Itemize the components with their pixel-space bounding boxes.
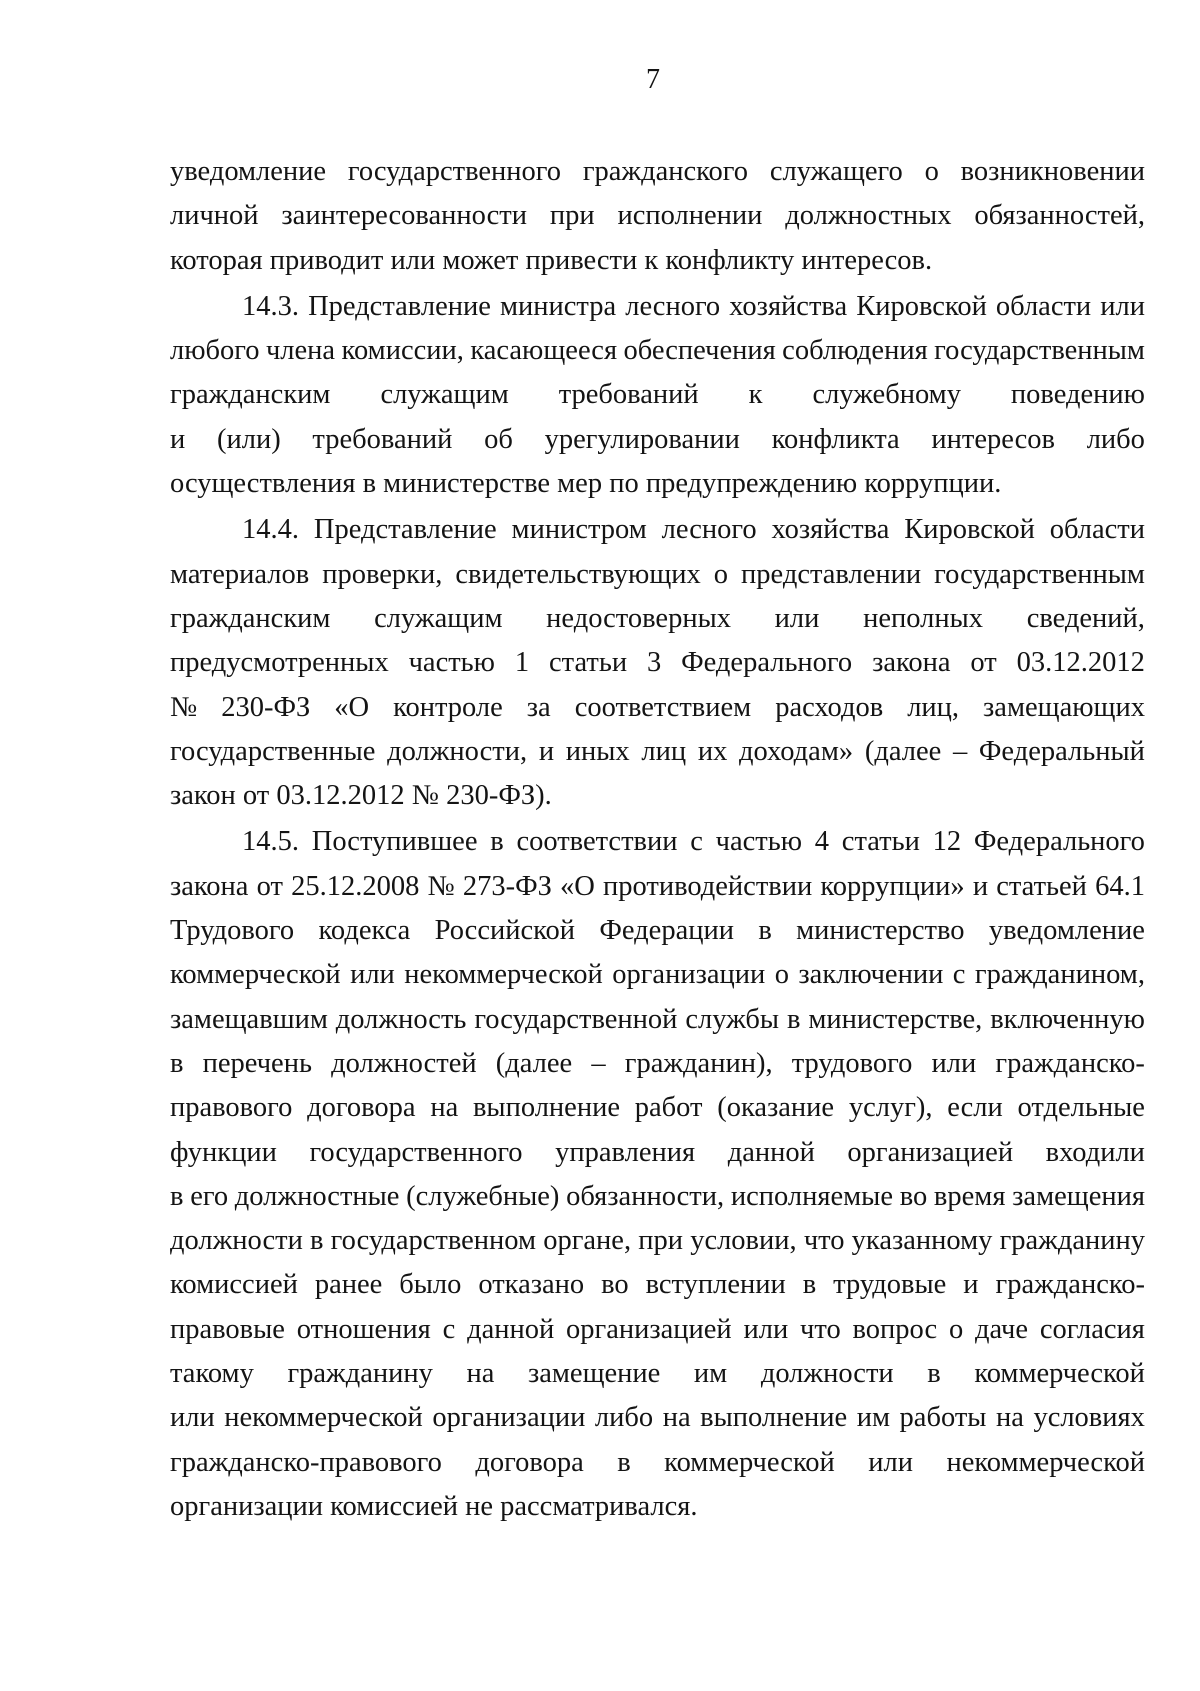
word: службы bbox=[685, 1003, 780, 1035]
word: хозяйства bbox=[729, 290, 848, 322]
text-line bbox=[170, 1396, 1145, 1440]
text-line bbox=[170, 373, 1145, 417]
word: об bbox=[484, 423, 513, 455]
word: государственным bbox=[934, 335, 1145, 367]
word: такому bbox=[170, 1358, 254, 1390]
word: в bbox=[786, 1003, 801, 1035]
word: предусмотренных bbox=[170, 647, 389, 679]
word: проверки, bbox=[322, 558, 443, 590]
word: им bbox=[856, 1402, 890, 1434]
word: соблюдения bbox=[782, 335, 928, 367]
word: служащим bbox=[380, 379, 509, 411]
word: даче bbox=[975, 1313, 1029, 1345]
word: (далее bbox=[864, 735, 942, 767]
text-line bbox=[170, 508, 1145, 552]
word: комиссией bbox=[170, 1269, 298, 1301]
word: комиссии, bbox=[341, 335, 464, 367]
word: с bbox=[952, 959, 966, 991]
word: на bbox=[430, 1092, 459, 1124]
word: правового bbox=[170, 1092, 293, 1124]
word: лиц, bbox=[907, 691, 960, 723]
text-line bbox=[170, 1131, 1145, 1175]
word: при bbox=[638, 1225, 684, 1257]
word: о bbox=[774, 959, 789, 991]
word: ранее bbox=[314, 1269, 383, 1301]
word: в bbox=[170, 1180, 184, 1212]
text-line bbox=[170, 686, 1145, 730]
word: свидетельствующих bbox=[455, 558, 701, 590]
word: государственной bbox=[474, 1003, 678, 1035]
word: должностей bbox=[331, 1047, 477, 1079]
word: соответствием bbox=[574, 691, 752, 723]
paragraph-p-14-5 bbox=[170, 820, 1145, 1529]
word: во bbox=[601, 1269, 629, 1301]
word: 4 bbox=[814, 826, 830, 858]
word: кодекса bbox=[318, 915, 411, 947]
word: исполнении bbox=[617, 200, 763, 232]
word: от bbox=[256, 870, 283, 902]
text-line bbox=[170, 553, 1145, 597]
word: частью bbox=[408, 647, 495, 679]
word: замещающих bbox=[983, 691, 1145, 723]
word: и bbox=[170, 423, 186, 455]
word: гражданским bbox=[170, 602, 331, 634]
word: и bbox=[963, 1269, 979, 1301]
word: гражданско- bbox=[995, 1269, 1145, 1301]
word: замещавшим bbox=[170, 1003, 328, 1035]
word: представлении bbox=[741, 558, 922, 590]
word: включенную bbox=[990, 1003, 1145, 1035]
word: хозяйства bbox=[771, 514, 890, 546]
text-line bbox=[170, 462, 1145, 506]
word: организации комиссией не рассматривался. bbox=[170, 1490, 698, 1522]
word: или bbox=[170, 1402, 215, 1434]
word: гражданско- bbox=[995, 1047, 1145, 1079]
text-line bbox=[170, 1485, 1145, 1529]
word: области bbox=[1049, 514, 1145, 546]
word: или bbox=[868, 1446, 913, 1478]
word: выполнение bbox=[472, 1092, 620, 1124]
word: некоммерческой bbox=[224, 1402, 423, 1434]
word: замещения bbox=[1012, 1180, 1145, 1212]
word: их bbox=[697, 735, 728, 767]
word: управления bbox=[555, 1136, 696, 1168]
word: должность bbox=[335, 1003, 467, 1035]
word: вопрос bbox=[852, 1313, 938, 1345]
word: в bbox=[310, 1225, 324, 1257]
word: Кировской bbox=[856, 290, 987, 322]
word: работ bbox=[634, 1092, 703, 1124]
word: которая приводит или может привести к конфликту интересов. bbox=[170, 244, 933, 276]
word: гражданско-правового bbox=[170, 1446, 442, 1478]
text-line bbox=[170, 1308, 1145, 1352]
word: коммерческой bbox=[974, 1358, 1145, 1390]
word: в bbox=[802, 1269, 817, 1301]
paragraph-p-14-4 bbox=[170, 508, 1145, 818]
word: либо bbox=[594, 1402, 654, 1434]
word: «О bbox=[334, 691, 370, 723]
word: о bbox=[713, 558, 729, 590]
word: поведению bbox=[1010, 379, 1145, 411]
text-line bbox=[170, 1219, 1145, 1263]
word: (оказание bbox=[717, 1092, 835, 1124]
word: им bbox=[693, 1358, 728, 1390]
word: Представление bbox=[308, 290, 491, 322]
word: что bbox=[803, 1225, 845, 1257]
word: условии, bbox=[690, 1225, 797, 1257]
word: в bbox=[617, 1446, 631, 1478]
word: обеспечения bbox=[623, 335, 776, 367]
word: Федерального bbox=[973, 826, 1145, 858]
word: некоммерческой bbox=[404, 959, 603, 991]
word: 14.5. bbox=[242, 826, 299, 858]
word: урегулировании bbox=[544, 423, 740, 455]
word: гражданину bbox=[999, 1225, 1145, 1257]
word: в bbox=[758, 915, 772, 947]
word: трудового bbox=[791, 1047, 913, 1079]
word: договора bbox=[307, 1092, 416, 1124]
word: гражданину bbox=[287, 1358, 433, 1390]
word: иных bbox=[565, 735, 630, 767]
word: организации bbox=[612, 959, 766, 991]
word: статьи bbox=[549, 647, 628, 679]
word: или bbox=[1100, 290, 1145, 322]
word: 230-ФЗ bbox=[221, 691, 311, 723]
word: заключении bbox=[798, 959, 944, 991]
text-line bbox=[170, 1263, 1145, 1307]
word: условиях bbox=[1033, 1402, 1145, 1434]
word: функции bbox=[170, 1136, 277, 1168]
word: трудовые bbox=[833, 1269, 947, 1301]
word: о bbox=[948, 1313, 964, 1345]
word: если bbox=[947, 1092, 1003, 1124]
word: закона bbox=[872, 647, 951, 679]
word: требований bbox=[312, 423, 453, 455]
word: конфликта bbox=[771, 423, 900, 455]
word: закон от 03.12.2012 № 230-ФЗ). bbox=[170, 780, 552, 812]
text-line bbox=[170, 597, 1145, 641]
word: Федеральный bbox=[978, 735, 1145, 767]
text-line bbox=[170, 865, 1145, 909]
word: указанному bbox=[851, 1225, 993, 1257]
word: заинтересованности bbox=[281, 200, 527, 232]
word: 273-ФЗ bbox=[462, 870, 552, 902]
word: статьи bbox=[841, 826, 920, 858]
word: исполняемые bbox=[730, 1180, 893, 1212]
word: 03.12.2012 bbox=[1016, 647, 1145, 679]
word: № bbox=[170, 691, 198, 723]
word: материалов bbox=[170, 558, 310, 590]
word: статьей bbox=[996, 870, 1087, 902]
word: противодействии bbox=[603, 870, 813, 902]
word: возникновении bbox=[960, 156, 1145, 187]
word: организацией bbox=[847, 1136, 1014, 1168]
word: лесного bbox=[661, 514, 757, 546]
word: лиц bbox=[641, 735, 687, 767]
text-line bbox=[170, 774, 1145, 818]
word: служащим bbox=[374, 602, 503, 634]
word: в bbox=[927, 1358, 941, 1390]
word: уведомление bbox=[988, 915, 1145, 947]
text-line bbox=[170, 730, 1145, 774]
word: Федерального bbox=[681, 647, 853, 679]
word: органе, bbox=[543, 1225, 632, 1257]
word: соответствии bbox=[516, 826, 678, 858]
word: должности bbox=[170, 1225, 303, 1257]
word: служащего bbox=[769, 156, 903, 187]
word: данной bbox=[727, 1136, 815, 1168]
text-line bbox=[170, 418, 1145, 462]
word: министром bbox=[511, 514, 647, 546]
word: замещение bbox=[527, 1358, 661, 1390]
word: расходов bbox=[775, 691, 884, 723]
word: (или) bbox=[216, 423, 281, 455]
word: № bbox=[427, 870, 455, 902]
word: служебному bbox=[812, 379, 961, 411]
word: обязанности, bbox=[566, 1180, 725, 1212]
word: либо bbox=[1086, 423, 1145, 455]
page-number: 7 bbox=[646, 64, 660, 95]
text-line bbox=[170, 194, 1145, 238]
word: работы bbox=[899, 1402, 987, 1434]
text-line bbox=[170, 1042, 1145, 1086]
word: области bbox=[995, 290, 1092, 322]
word: государственного bbox=[309, 1136, 523, 1168]
word: должностных bbox=[785, 200, 952, 232]
word: было bbox=[399, 1269, 462, 1301]
word: – bbox=[591, 1047, 606, 1079]
word: коммерческой bbox=[170, 959, 341, 991]
text-line bbox=[170, 1175, 1145, 1219]
word: и bbox=[538, 735, 555, 767]
word: выполнение bbox=[700, 1402, 848, 1434]
word: члена bbox=[265, 335, 336, 367]
word: любого bbox=[170, 335, 260, 367]
word: государственным bbox=[934, 558, 1145, 590]
word: «О bbox=[560, 870, 595, 902]
word: министерство bbox=[796, 915, 965, 947]
text-line bbox=[170, 1086, 1145, 1130]
word: личной bbox=[170, 200, 259, 232]
text-line bbox=[170, 820, 1145, 864]
word: или bbox=[774, 602, 820, 634]
word: государственного bbox=[347, 156, 562, 187]
word: 3 bbox=[646, 647, 662, 679]
word: согласия bbox=[1039, 1313, 1145, 1345]
word: что bbox=[800, 1313, 841, 1345]
word: должности, bbox=[387, 735, 528, 767]
word: коммерческой bbox=[664, 1446, 835, 1478]
word: договора bbox=[475, 1446, 584, 1478]
word: Федерации bbox=[599, 915, 734, 947]
word: отказано bbox=[478, 1269, 585, 1301]
word: во bbox=[899, 1180, 928, 1212]
text-line bbox=[170, 150, 1145, 194]
word: в bbox=[170, 1047, 184, 1079]
word: организации bbox=[432, 1402, 586, 1434]
word: закона bbox=[170, 870, 249, 902]
word: Российской bbox=[434, 915, 576, 947]
word: от bbox=[970, 647, 997, 679]
paragraph-p-14-3 bbox=[170, 285, 1145, 506]
word: осуществления в министерстве мер по предупреждению коррупции. bbox=[170, 468, 1002, 500]
paragraph-p-cont bbox=[170, 150, 1145, 283]
word: о bbox=[924, 156, 939, 187]
word: его bbox=[190, 1180, 229, 1212]
word: или bbox=[743, 1313, 789, 1345]
word: министерстве, bbox=[808, 1003, 983, 1035]
word: коррупции» bbox=[820, 870, 965, 902]
text-line bbox=[170, 239, 1145, 283]
word: гражданином, bbox=[974, 959, 1145, 991]
word: на bbox=[662, 1402, 691, 1434]
word: или bbox=[931, 1047, 977, 1079]
word: (служебные) bbox=[406, 1180, 560, 1212]
word: гражданского bbox=[582, 156, 749, 187]
text-line bbox=[170, 1352, 1145, 1396]
word: – bbox=[952, 735, 968, 767]
word: Поступившее bbox=[311, 826, 478, 858]
word: требований bbox=[558, 379, 699, 411]
word: с bbox=[442, 1313, 456, 1345]
word: вступлении bbox=[645, 1269, 786, 1301]
word: с bbox=[690, 826, 703, 858]
word: или bbox=[350, 959, 395, 991]
word: отдельные bbox=[1017, 1092, 1145, 1124]
word: контроле bbox=[393, 691, 503, 723]
word: сведений, bbox=[1026, 602, 1145, 634]
word: государственные bbox=[170, 735, 376, 767]
word: 1 bbox=[514, 647, 530, 679]
text-line bbox=[170, 953, 1145, 997]
word: обязанностей, bbox=[974, 200, 1145, 232]
word: перечень bbox=[202, 1047, 312, 1079]
document-body bbox=[170, 150, 1145, 1529]
word: некоммерческой bbox=[946, 1446, 1145, 1478]
word: к bbox=[748, 379, 763, 411]
word: должности bbox=[760, 1358, 894, 1390]
text-line bbox=[170, 909, 1145, 953]
word: 64.1 bbox=[1095, 870, 1145, 902]
word: и bbox=[972, 870, 989, 902]
word: неполных bbox=[863, 602, 983, 634]
word: 14.4. bbox=[242, 514, 299, 546]
word: 14.3. bbox=[242, 290, 299, 322]
text-line bbox=[170, 1441, 1145, 1485]
word: министра bbox=[499, 290, 617, 322]
word: в bbox=[490, 826, 504, 858]
word: Представление bbox=[313, 514, 497, 546]
text-line bbox=[170, 998, 1145, 1042]
word: правовые bbox=[170, 1313, 285, 1345]
word: Трудового bbox=[170, 915, 295, 947]
word: должностные bbox=[234, 1180, 400, 1212]
word: гражданин), bbox=[624, 1047, 773, 1079]
text-line bbox=[170, 285, 1145, 329]
word: за bbox=[526, 691, 551, 723]
word: входили bbox=[1045, 1136, 1145, 1168]
word: частью bbox=[715, 826, 803, 858]
word: на bbox=[995, 1402, 1024, 1434]
word: отношения bbox=[296, 1313, 431, 1345]
word: (далее bbox=[495, 1047, 573, 1079]
word: 25.12.2008 bbox=[291, 870, 420, 902]
text-line bbox=[170, 641, 1145, 685]
word: государственном bbox=[330, 1225, 537, 1257]
word: лесного bbox=[625, 290, 721, 322]
word: интересов bbox=[931, 423, 1055, 455]
word: организацией bbox=[566, 1313, 732, 1345]
word: услуг), bbox=[848, 1092, 933, 1124]
word: уведомление bbox=[170, 156, 327, 187]
word: недостоверных bbox=[546, 602, 731, 634]
word: на bbox=[466, 1358, 495, 1390]
word: данной bbox=[467, 1313, 555, 1345]
word: касающееся bbox=[470, 335, 618, 367]
word: при bbox=[549, 200, 595, 232]
word: гражданским bbox=[170, 379, 331, 411]
word: доходам» bbox=[739, 735, 854, 767]
text-line bbox=[170, 329, 1145, 373]
word: время bbox=[933, 1180, 1006, 1212]
word: Кировской bbox=[904, 514, 1035, 546]
word: 12 bbox=[932, 826, 962, 858]
